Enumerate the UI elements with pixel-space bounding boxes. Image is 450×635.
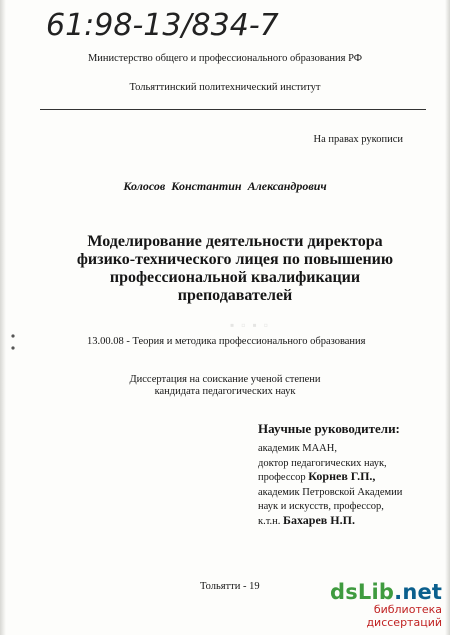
dissertation-title [60, 233, 410, 305]
watermark-subtitle: библиотека диссертаций [366, 603, 442, 629]
supervisor-line: академик Петровской Академии [258, 486, 403, 498]
degree-line: Диссертация на соискание ученой степени [129, 374, 321, 385]
supervisors-heading: Научные руководители: [258, 421, 400, 436]
scan-shadow-left [0, 0, 6, 635]
scan-shadow-right [445, 0, 450, 635]
logo-part-ds: dsLib [330, 580, 395, 604]
faint-stamp-mark: ▪ ▫ ▪ ▫ [230, 318, 271, 332]
title-line: Моделирование деятельности директора [87, 233, 383, 250]
binding-marks [8, 330, 18, 354]
dslib-logo[interactable] [330, 580, 442, 604]
handwritten-number-text: 61:98-13/834-7 [46, 8, 279, 43]
title-line: преподавателей [177, 287, 293, 304]
title-line: физико-технического лицея по повышению [76, 251, 394, 268]
degree-line: кандидата педагогических наук [154, 386, 296, 397]
institute-name: Тольяттинский политехнический институт [129, 82, 321, 93]
supervisor-line: академик МААН, [258, 443, 337, 454]
logo-part-net: .net [394, 580, 443, 604]
author-name: Колосов Константин Александрович [123, 179, 327, 193]
degree-statement [0, 374, 450, 398]
supervisor-line: доктор педагогических наук, [258, 457, 387, 469]
handwriting-drawing [44, 2, 294, 44]
dslib-watermark[interactable] [330, 580, 442, 629]
ministry-name: Министерство общего и профессионального образования РФ [87, 53, 363, 64]
supervisors-list [258, 441, 402, 529]
supervisor-line: наук и искусств, профессор, [258, 501, 384, 513]
supervisor-line: к.т.н. Бахарев Н.П. [258, 512, 355, 527]
handwritten-archive-number [44, 2, 294, 44]
rights-note: На правах рукописи [313, 134, 403, 145]
title-line: профессиональной квалификации [109, 269, 361, 286]
supervisor-line: профессор Корнев Г.П., [258, 469, 376, 484]
city-year: Тольятти - 19 [200, 581, 260, 592]
header-divider [40, 109, 426, 110]
specialty-code: 13.00.08 - Теория и методика профессионального образования [87, 336, 366, 347]
